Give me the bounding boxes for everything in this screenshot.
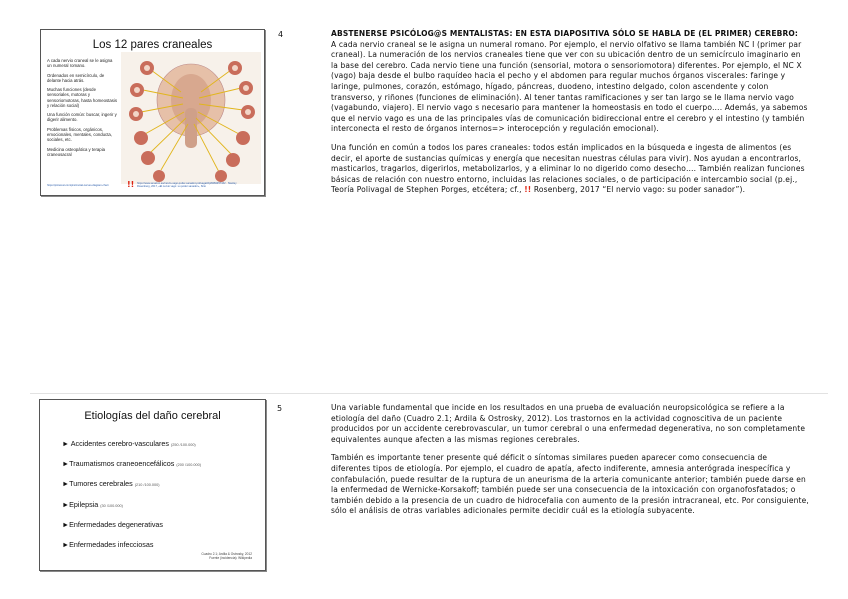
etiology-list [62, 439, 201, 560]
list-item [62, 540, 201, 560]
list-item-note: (200 /100.000) [176, 463, 202, 468]
slide-bullet: Ordenados en semicírculo, de delante hacia atrás. [47, 72, 105, 83]
list-item [62, 500, 201, 520]
slide-title: Los 12 pares craneales [92, 39, 213, 51]
list-item [62, 520, 201, 540]
list-item-note: (210 /100.000) [134, 483, 160, 488]
slide-number: 5 [277, 404, 283, 413]
list-item [62, 459, 201, 479]
warning-icon: !! [127, 180, 135, 189]
notes-text: Rosenberg, 2017 “El nervio vago: su poder sanador”). [533, 185, 746, 195]
slide-bullet: Muchas funciones (desde sensoriales, motoras y sensoriomotoras, hasta homeostasis y relación social) [47, 87, 117, 108]
citation-line: Fuente (incidencia): Wikipedia [209, 556, 252, 561]
notes-heading: ABSTENERSE PSICÓLOG@S MENTALISTAS: EN ESTA DIAPOSITIVA SÓLO SE HABLA DE (EL PRIMER) CEREBRO: [331, 29, 799, 38]
slide-citation [201, 552, 252, 560]
list-item-note: (250 /100.000) [171, 443, 196, 447]
list-item-note: (30 /100.000) [100, 503, 123, 508]
page-divider [30, 393, 828, 394]
list-item [62, 439, 201, 459]
citation-line: Cuadro 2.1; Ardila & Ostrosky, 2012 [201, 552, 252, 556]
notes-paragraph [331, 143, 809, 196]
cranial-nerves-illustration [121, 52, 261, 184]
slide-footer-link: https://pinterest.com/pin/cranial-nerves-diagram-chart [47, 184, 109, 187]
slide-thumbnail-4[interactable] [40, 29, 265, 196]
warning-icon: !! [524, 185, 532, 195]
list-item-label: ►Enfermedades infecciosas [62, 539, 154, 549]
slide-bullet: A cada nervio craneal se le asigna un numeral romano. [47, 58, 113, 69]
slide-footer-reference: https://www.amazon.es/nervio-vago-poder-sanador-polivagal/dp/8484457162 · Stanley Rosenberg, 2017, «El nervio vago: su poder sanador», Sirio [137, 182, 237, 189]
slide-bullet: Una función común: buscar, ingerir y digerir alimento. [47, 112, 117, 123]
slide-bullet: Problemas físicos, orgánicos, emocionales, mentales, conducta, sociales, etc. [47, 126, 112, 143]
list-item-label: ►Tumores cerebrales [62, 479, 133, 489]
notes-text: Una función en común a todos los pares craneales: todos están implicados en la búsqueda e ingesta de alimentos (es decir, el aporte de sustancias químicas y energía que necesitan nuestras células para vivir). Nos ayudan a encontrarlos, masticarlos, tragarlos, digerirlos, metabolizarlos, y a eliminar lo no digerido como desecho…. También realizan funciones básicas de relación con nuestro entorno, incluidas las relaciones sociales, o de participación e intercambio social (p.ej., Teoría Polivagal de Stephen Porges, etcétera; cf., [331, 142, 805, 195]
slide-thumbnail-5[interactable] [39, 399, 266, 571]
notes-paragraph: A cada nervio craneal se le asigna un numeral romano. Por ejemplo, el nervio olfativo se llama también NC I (primer par craneal). La numeración de los nervios craneales tiene que ver con su ubicación dentro de un semicírculo imaginario en la base del cerebro. Cada nervio tiene una función (sensorial, motora o sensoriomotora) diferentes. Por ejemplo, el NC X (vago) baja desde el bulbo raquídeo hacia el pecho y el abdomen para regular muchos órganos viscerales: faringe y laringe, pulmones, corazón, estómago, hígado, páncreas, duodeno, intestino delgado, colon ascendente y colon transverso, y riñones (funciones de eliminación). Al tener tantas ramificaciones y ser tan largo se le llama nervio vago (vagabundo, viajero). El nervio vago s necesario para mantener la homeostasis en todo el cuerpo…. Además, ya sabemos que el nervio vago es una de las principales vías de comunicación bidireccional entre el cerebro y el intestino (y también interconecta el resto de órganos internos=> interocepción y regulación emocional). [331, 39, 808, 134]
notes-paragraph: Una variable fundamental que incide en los resultados en una prueba de evaluación neuropsicológica se refiere a la etiología del daño (Cuadro 2.1; Ardila & Ostrosky, 2012). Los trastornos en la actividad cognoscitiva de un paciente producidos por un accidente cerebrovascular, un tumor cerebral o una enfermedad degenerativa, no son completamente equivalentes aunque afecten a las mismas regiones cerebrales. [331, 403, 806, 444]
slide-title: Etiologías del daño cerebral [84, 410, 221, 422]
list-item-label: ►Traumatismos craneoencefálicos [62, 459, 175, 469]
notes-paragraph: También es importante tener presente qué déficit o síntomas similares pueden aparecer como consecuencia de diferentes tipos de etiología. Por ejemplo, el cuadro de apatía, afecto indiferente, amnesia anterógrada inespecífica y confabulación, puede resultar de la ruptura de un aneurisma de la arteria comunicante anterior; también puede darse en la enfermedad de Wernicke-Korsakoff; también puede ser una consecuencia de la intoxicación con organofosfatados; o también debido a la presencia de un cuadro de hidrocefalia con aumento de la presión intracraneal, etc. Por consiguiente, sólo el análisis de otras variables adicionales permite decidir cuál es la etiología subyacente. [331, 453, 809, 516]
list-item-label: ►Epilepsia [62, 499, 99, 509]
list-item [62, 479, 201, 499]
slide-number: 4 [278, 30, 284, 39]
list-item-label: ► Accidentes cerebro-vasculares [62, 439, 169, 448]
list-item-label: ►Enfermedades degenerativas [62, 519, 164, 529]
slide-bullet: Medicina osteopática y terapia craneosacral [47, 146, 106, 157]
speaker-notes-4 [331, 29, 809, 204]
speaker-notes-5 [331, 403, 809, 525]
slide-bullets [47, 58, 117, 161]
